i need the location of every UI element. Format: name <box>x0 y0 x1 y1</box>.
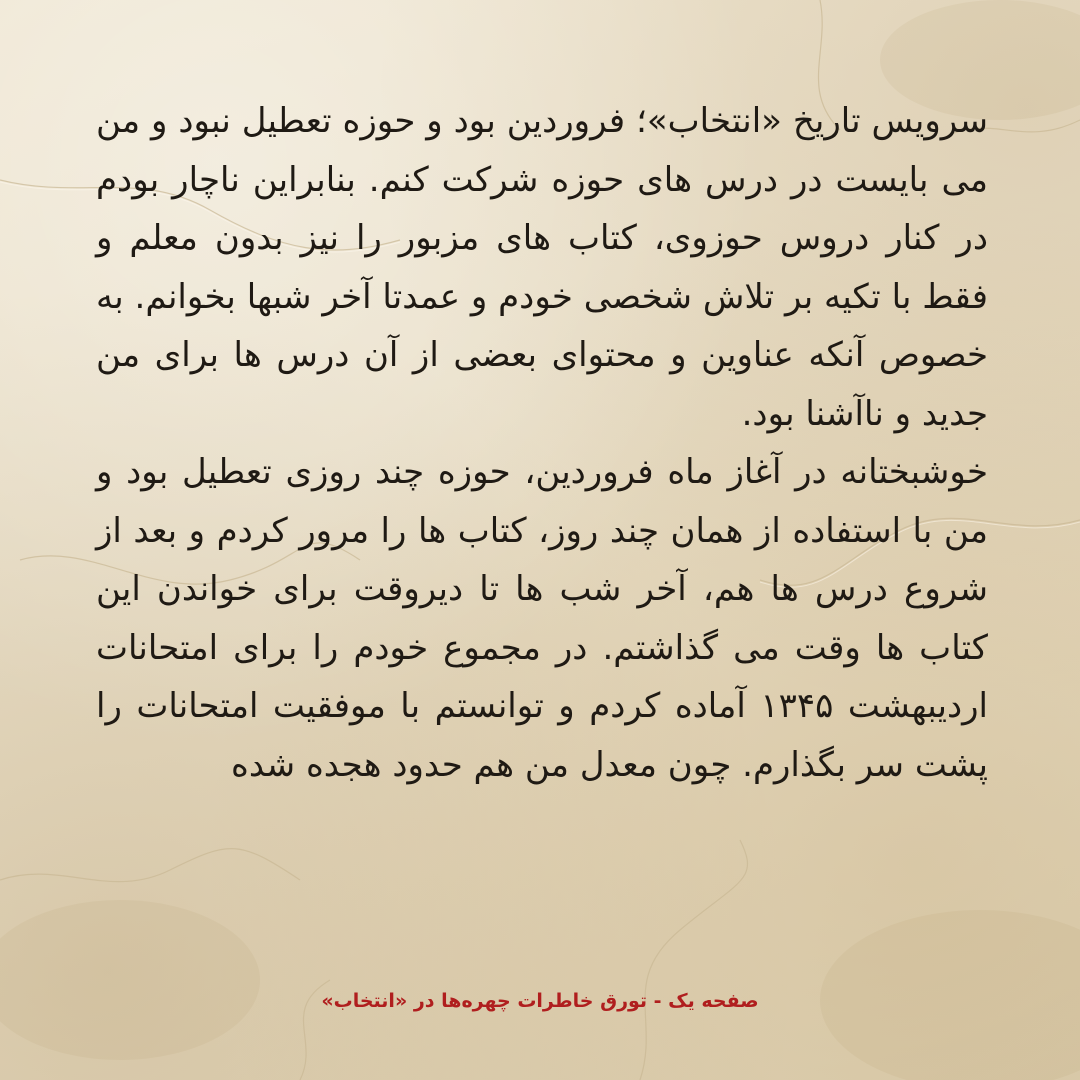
paragraph-1: سرویس تاریخ «انتخاب»؛ فروردین بود و حوزه تعطیل نبود و من می بایست در درس های حوزه شرکت کنم. بنابراین ناچار بودم در کنار دروس حوزوی، کتاب های مزبور را نیز بدون معلم و فقط با تکیه بر تلاش شخصی خودم و عمدتا آخر شبها بخوانم. به خصوص آنکه عناوین و محتوای بعضی از آن درس ها برای من جدید و ناآشنا بود. <box>96 101 988 434</box>
footer-caption: صفحه یک - تورق خاطرات چهره‌ها در «انتخاب» <box>321 990 759 1012</box>
article-body <box>96 92 988 794</box>
paragraph-2: خوشبختانه در آغاز ماه فروردین، حوزه چند روزی تعطیل بود و من با استفاده از همان چند روز، کتاب ها را مرور کردم و بعد از شروع درس ها هم، آخر شب ها تا دیروقت برای خواندن این کتاب ها وقت می گذاشتم. در مجموع خودم را برای امتحانات اردیبهشت ۱۳۴۵ آماده کردم و توانستم با موفقیت امتحانات را پشت سر بگذارم. چون معدل من هم حدود هجده شده <box>96 452 988 785</box>
